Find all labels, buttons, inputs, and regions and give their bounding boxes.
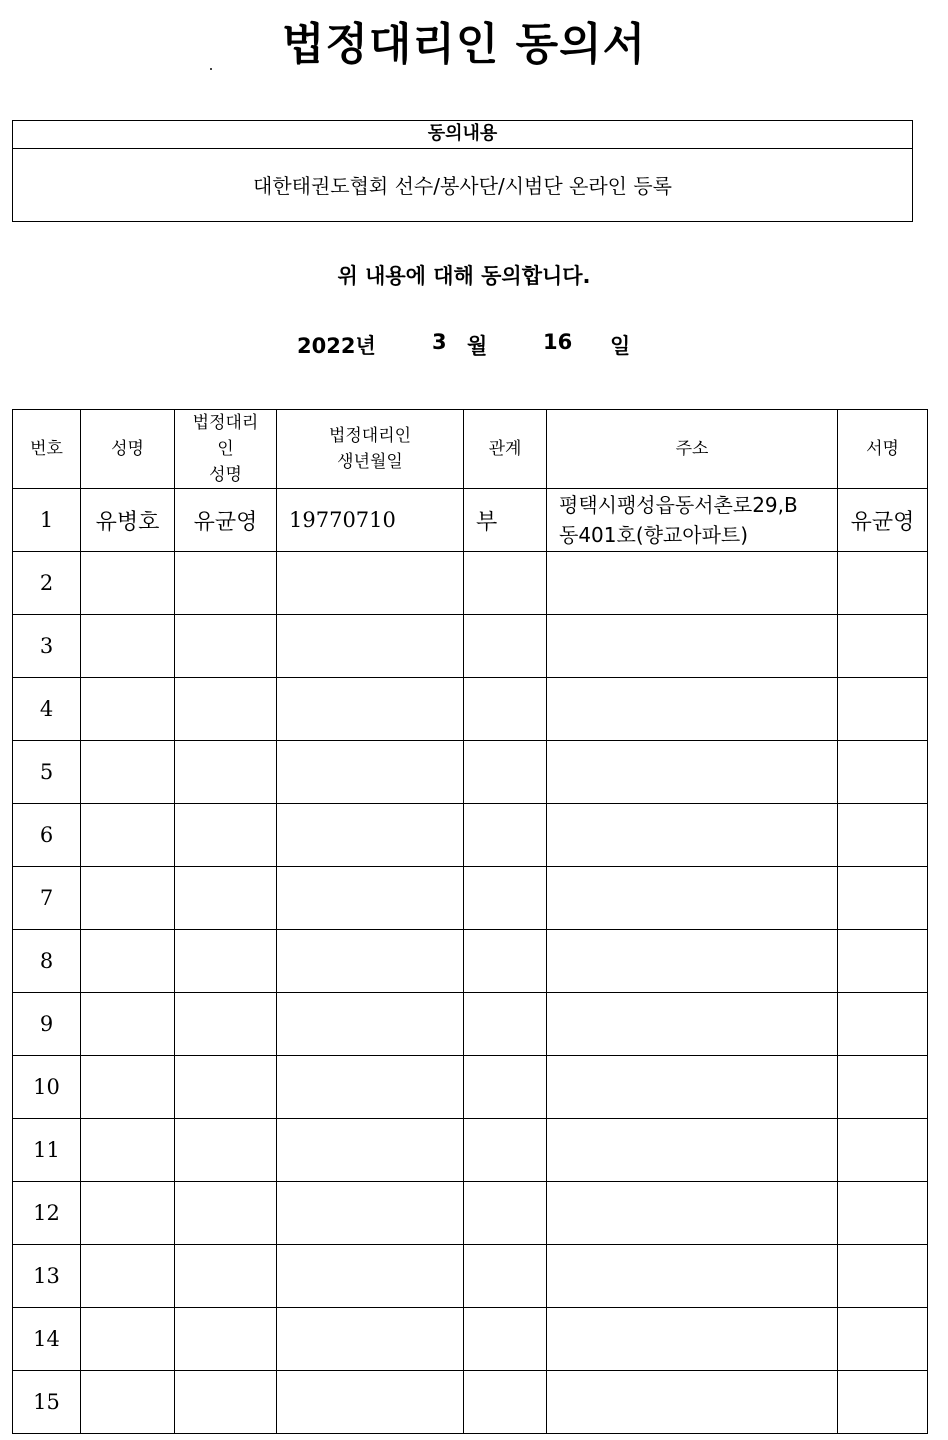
cell-name [81,1119,175,1182]
cell-no: 3 [13,615,81,678]
cell-guardian-birth [277,552,464,615]
table-row [13,741,928,804]
cell-no: 4 [13,678,81,741]
cell-signature [838,615,928,678]
cell-no: 7 [13,867,81,930]
table-row [13,1056,928,1119]
consent-header: 동의내용 [13,121,912,149]
cell-no: 11 [13,1119,81,1182]
header-no: 번호 [13,410,81,489]
date-month: 3 [432,330,447,354]
cell-guardian-birth [277,678,464,741]
cell-relation [464,1245,547,1308]
cell-address [547,489,838,552]
cell-no: 13 [13,1245,81,1308]
cell-no: 2 [13,552,81,615]
table-row [13,489,928,552]
cell-address [547,867,838,930]
cell-guardian-name [175,804,277,867]
cell-guardian-name [175,678,277,741]
cell-address [547,552,838,615]
cell-relation [464,1056,547,1119]
cell-address [547,993,838,1056]
cell-guardian-name [175,867,277,930]
cell-guardian-birth [277,1245,464,1308]
cell-no: 15 [13,1371,81,1434]
cell-signature [838,930,928,993]
table-row [13,930,928,993]
cell-name [81,1245,175,1308]
header-address: 주소 [547,410,838,489]
table-row [13,1182,928,1245]
guardian-table [12,409,928,1434]
cell-relation [464,804,547,867]
table-row [13,1245,928,1308]
table-row [13,678,928,741]
table-row [13,867,928,930]
cell-guardian-birth [277,1371,464,1434]
cell-address [547,1371,838,1434]
cell-name [81,804,175,867]
cell-guardian-name [175,741,277,804]
date-year: 2022년 [297,334,376,358]
cell-relation [464,678,547,741]
cell-no: 10 [13,1056,81,1119]
header-guardian-birth-line2: 생년월일 [337,452,403,472]
cell-relation [464,615,547,678]
cell-name [81,1182,175,1245]
cell-relation [464,1182,547,1245]
cell-guardian-name [175,1308,277,1371]
cell-guardian-name [175,930,277,993]
cell-guardian-birth [277,1182,464,1245]
cell-signature [838,1119,928,1182]
cell-guardian-birth [277,1119,464,1182]
cell-no: 8 [13,930,81,993]
cell-guardian-name [175,1119,277,1182]
date-day: 16 [543,330,573,354]
cell-guardian-birth: 19770710 [277,489,464,552]
cell-relation [464,1371,547,1434]
consent-box [12,120,913,222]
header-relation: 관계 [464,410,547,489]
table-row [13,615,928,678]
cell-name [81,993,175,1056]
cell-guardian-birth [277,804,464,867]
cell-address-line2: 동401호(향교아파트) [559,523,749,547]
cell-name [81,867,175,930]
cell-address [547,1056,838,1119]
header-guardian-name-line2: 인 [217,439,234,459]
cell-signature [838,1182,928,1245]
cell-no: 6 [13,804,81,867]
cell-guardian-birth [277,1308,464,1371]
cell-signature: 유균영 [838,489,928,552]
cell-guardian-name: 유균영 [175,489,277,552]
cell-name [81,1308,175,1371]
cell-signature [838,678,928,741]
header-guardian-name-line3: 성명 [209,465,242,485]
cell-signature [838,1371,928,1434]
cell-name [81,1371,175,1434]
cell-signature [838,867,928,930]
header-guardian-name [175,410,277,489]
cell-guardian-birth [277,1056,464,1119]
cell-address [547,1119,838,1182]
page-title: 법정대리인 동의서 [281,19,647,70]
cell-address [547,1308,838,1371]
cell-signature [838,804,928,867]
cell-signature [838,1308,928,1371]
table-row [13,552,928,615]
cell-guardian-birth [277,930,464,993]
cell-guardian-name [175,1182,277,1245]
cell-guardian-birth [277,741,464,804]
cell-signature [838,552,928,615]
cell-guardian-name [175,1056,277,1119]
cell-address [547,741,838,804]
cell-no: 12 [13,1182,81,1245]
cell-guardian-birth [277,867,464,930]
table-row [13,993,928,1056]
cell-signature [838,993,928,1056]
cell-relation [464,1308,547,1371]
header-signature: 서명 [838,410,928,489]
cell-address [547,678,838,741]
cell-relation [464,1119,547,1182]
cell-guardian-name [175,1245,277,1308]
cell-relation [464,930,547,993]
cell-relation [464,993,547,1056]
agreement-statement: 위 내용에 대해 동의합니다. [337,264,591,288]
header-guardian-name-line1: 법정대리 [192,413,259,433]
cell-guardian-name [175,1371,277,1434]
cell-no: 9 [13,993,81,1056]
consent-text: 대한태권도협회 선수/봉사단/시범단 온라인 등록 [253,174,672,198]
table-row [13,1308,928,1371]
header-guardian-birth [277,410,464,489]
cell-relation [464,741,547,804]
date-month-label: 월 [467,334,488,358]
cell-signature [838,1056,928,1119]
table-row [13,804,928,867]
table-body [13,489,928,1434]
cell-address [547,1245,838,1308]
cell-relation [464,552,547,615]
cell-address [547,615,838,678]
header-name: 성명 [81,410,175,489]
cell-name [81,741,175,804]
cell-name: 유병호 [81,489,175,552]
cell-address-line1: 평택시팽성읍동서촌로29,B [559,493,798,517]
cell-relation [464,867,547,930]
cell-address [547,804,838,867]
date-day-label: 일 [610,334,631,358]
header-guardian-birth-line1: 법정대리인 [328,426,412,446]
cell-guardian-name [175,993,277,1056]
cell-guardian-name [175,615,277,678]
cell-no: 14 [13,1308,81,1371]
table-header-row [13,410,928,489]
cell-no: 1 [13,489,81,552]
cell-name [81,552,175,615]
cell-name [81,930,175,993]
cell-name [81,1056,175,1119]
stray-dot [210,68,212,70]
table-row [13,1371,928,1434]
cell-address [547,1182,838,1245]
cell-name [81,678,175,741]
cell-guardian-name [175,552,277,615]
cell-guardian-birth [277,615,464,678]
cell-signature [838,1245,928,1308]
cell-relation: 부 [464,489,547,552]
table-row [13,1119,928,1182]
cell-guardian-birth [277,993,464,1056]
cell-name [81,615,175,678]
cell-no: 5 [13,741,81,804]
cell-signature [838,741,928,804]
cell-address [547,930,838,993]
